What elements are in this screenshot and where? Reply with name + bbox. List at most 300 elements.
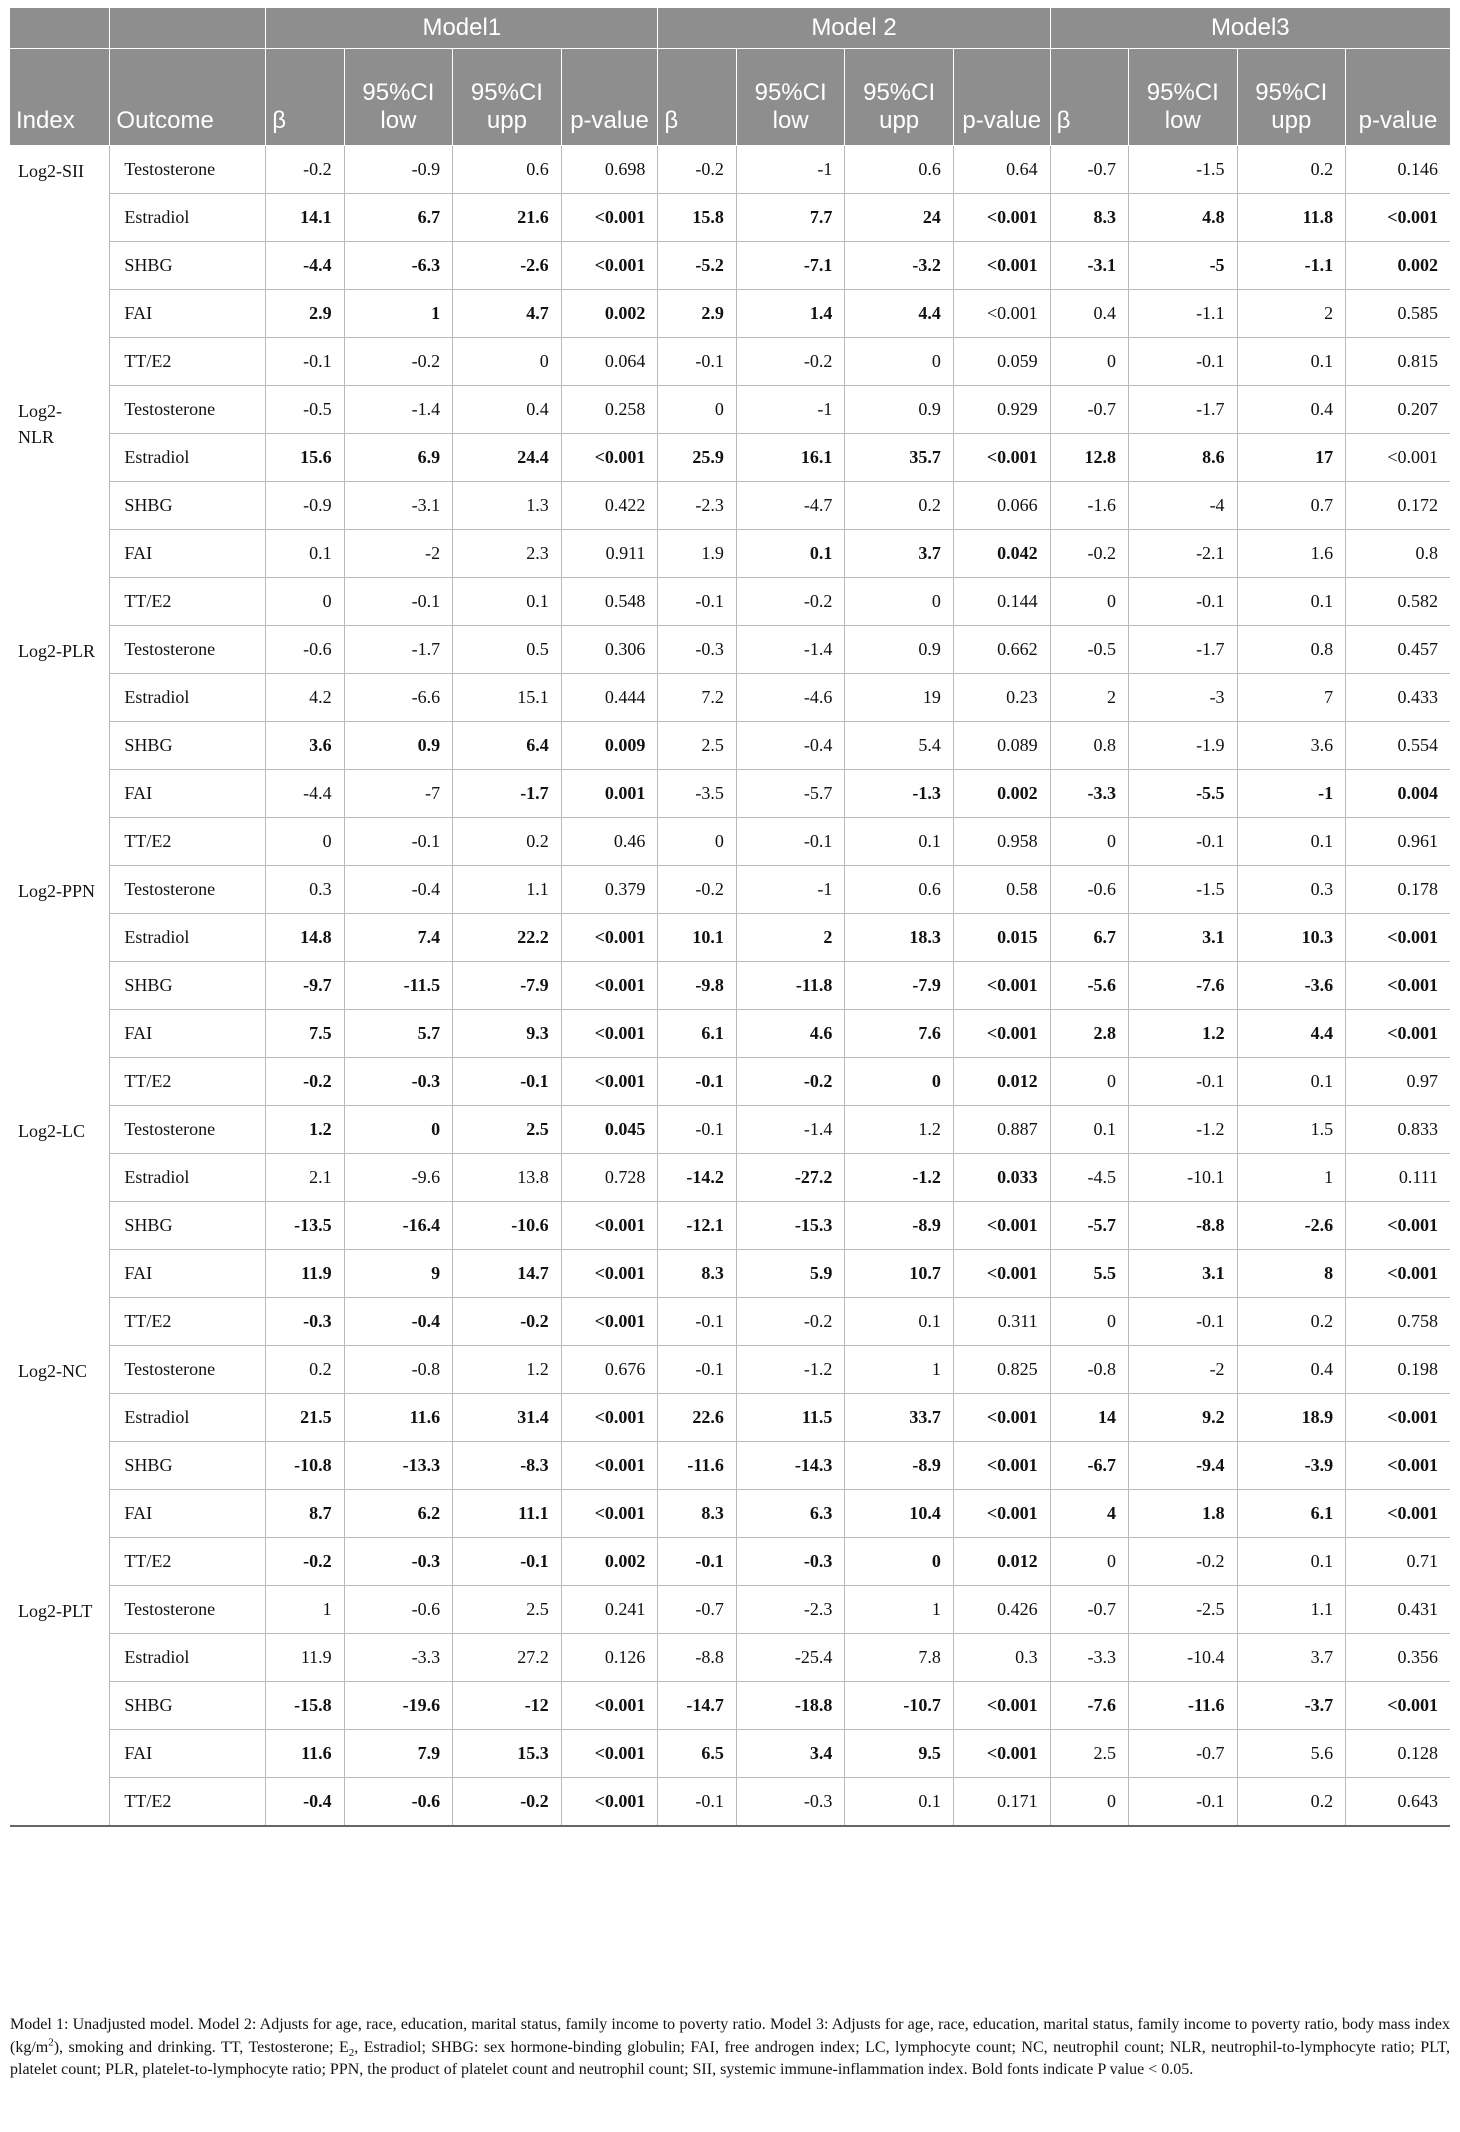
- m1-p-value-cell: <0.001: [561, 1730, 658, 1778]
- outcome-cell: FAI: [110, 1250, 266, 1298]
- m1-beta-cell: 2.1: [266, 1154, 344, 1202]
- header-m3-p-value: p-value: [1346, 49, 1450, 146]
- m3-beta-cell: -0.5: [1050, 626, 1128, 674]
- m1-p-value-cell: <0.001: [561, 1442, 658, 1490]
- m3-ci-low-cell: -1.7: [1129, 626, 1238, 674]
- outcome-cell: FAI: [110, 530, 266, 578]
- m3-ci-upp-cell: 0.2: [1237, 146, 1346, 194]
- m2-p-value-cell: <0.001: [953, 242, 1050, 290]
- header-m1-ci-upp: 95%CI upp: [453, 49, 562, 146]
- table-row: [10, 242, 1450, 290]
- m1-ci-low-cell: 11.6: [344, 1394, 453, 1442]
- table-row: [10, 1202, 1450, 1250]
- m2-ci-low-cell: 5.9: [736, 1250, 845, 1298]
- m1-beta-cell: 15.6: [266, 434, 344, 482]
- m2-ci-upp-cell: 0: [845, 1538, 954, 1586]
- index-cell: Log2-NLR: [10, 386, 110, 626]
- m1-p-value-cell: 0.46: [561, 818, 658, 866]
- m2-ci-upp-cell: 0.9: [845, 386, 954, 434]
- outcome-cell: Estradiol: [110, 434, 266, 482]
- m3-beta-cell: 14: [1050, 1394, 1128, 1442]
- m2-ci-upp-cell: 0.6: [845, 146, 954, 194]
- m2-ci-upp-cell: 7.6: [845, 1010, 954, 1058]
- m2-ci-upp-cell: 10.4: [845, 1490, 954, 1538]
- m1-ci-upp-cell: -12: [453, 1682, 562, 1730]
- m3-beta-cell: 0.4: [1050, 290, 1128, 338]
- table-row: [10, 722, 1450, 770]
- m1-ci-upp-cell: 4.7: [453, 290, 562, 338]
- index-cell: Log2-LC: [10, 1106, 110, 1346]
- m1-beta-cell: 8.7: [266, 1490, 344, 1538]
- m3-ci-upp-cell: -3.7: [1237, 1682, 1346, 1730]
- m3-p-value-cell: 0.457: [1346, 626, 1450, 674]
- footnote-subscript: 2: [348, 2046, 355, 2059]
- m2-ci-low-cell: -0.1: [736, 818, 845, 866]
- m3-ci-low-cell: 1.2: [1129, 1010, 1238, 1058]
- m3-p-value-cell: 0.433: [1346, 674, 1450, 722]
- table-row: [10, 1682, 1450, 1730]
- table-row: [10, 626, 1450, 674]
- m2-p-value-cell: <0.001: [953, 290, 1050, 338]
- m1-beta-cell: 11.9: [266, 1250, 344, 1298]
- m3-p-value-cell: 0.198: [1346, 1346, 1450, 1394]
- m3-ci-upp-cell: 0.8: [1237, 626, 1346, 674]
- m2-p-value-cell: 0.929: [953, 386, 1050, 434]
- m2-ci-low-cell: -0.2: [736, 1298, 845, 1346]
- m1-ci-upp-cell: 1.3: [453, 482, 562, 530]
- table-row: [10, 194, 1450, 242]
- header-m3-ci-upp: 95%CI upp: [1237, 49, 1346, 146]
- outcome-cell: SHBG: [110, 962, 266, 1010]
- m3-beta-cell: -4.5: [1050, 1154, 1128, 1202]
- m3-p-value-cell: 0.582: [1346, 578, 1450, 626]
- m3-ci-upp-cell: -3.9: [1237, 1442, 1346, 1490]
- m1-p-value-cell: 0.064: [561, 338, 658, 386]
- m3-p-value-cell: 0.833: [1346, 1106, 1450, 1154]
- m1-ci-upp-cell: 0.5: [453, 626, 562, 674]
- table-row: [10, 1298, 1450, 1346]
- m2-beta-cell: -0.1: [658, 1346, 736, 1394]
- m3-ci-upp-cell: 0.2: [1237, 1298, 1346, 1346]
- m1-beta-cell: -0.4: [266, 1778, 344, 1827]
- m3-p-value-cell: 0.961: [1346, 818, 1450, 866]
- m3-beta-cell: 6.7: [1050, 914, 1128, 962]
- m1-ci-low-cell: -1.4: [344, 386, 453, 434]
- m1-p-value-cell: 0.698: [561, 146, 658, 194]
- outcome-cell: TT/E2: [110, 1298, 266, 1346]
- m1-ci-low-cell: 5.7: [344, 1010, 453, 1058]
- m2-ci-low-cell: 2: [736, 914, 845, 962]
- m2-p-value-cell: <0.001: [953, 194, 1050, 242]
- m2-ci-low-cell: -27.2: [736, 1154, 845, 1202]
- m1-ci-upp-cell: 1.2: [453, 1346, 562, 1394]
- m1-ci-upp-cell: -1.7: [453, 770, 562, 818]
- m2-ci-upp-cell: 0.9: [845, 626, 954, 674]
- m3-beta-cell: 0: [1050, 1298, 1128, 1346]
- m3-ci-upp-cell: 4.4: [1237, 1010, 1346, 1058]
- m3-ci-low-cell: -10.4: [1129, 1634, 1238, 1682]
- m3-beta-cell: 2.5: [1050, 1730, 1128, 1778]
- m1-ci-low-cell: -0.1: [344, 578, 453, 626]
- m1-ci-upp-cell: 0.1: [453, 578, 562, 626]
- m1-beta-cell: 21.5: [266, 1394, 344, 1442]
- m1-ci-upp-cell: 2.5: [453, 1586, 562, 1634]
- table-row: [10, 1778, 1450, 1827]
- outcome-cell: FAI: [110, 1490, 266, 1538]
- footnote-text-2: ), smoking and drinking. TT, Testosterone; E: [53, 2038, 349, 2056]
- header-blank-index: [10, 8, 110, 49]
- m2-ci-low-cell: 0.1: [736, 530, 845, 578]
- m1-ci-upp-cell: 24.4: [453, 434, 562, 482]
- table-row: [10, 1346, 1450, 1394]
- m1-beta-cell: -0.2: [266, 1538, 344, 1586]
- outcome-cell: FAI: [110, 290, 266, 338]
- m1-ci-low-cell: 1: [344, 290, 453, 338]
- m3-ci-low-cell: -9.4: [1129, 1442, 1238, 1490]
- m3-p-value-cell: <0.001: [1346, 1250, 1450, 1298]
- m1-ci-upp-cell: 14.7: [453, 1250, 562, 1298]
- m2-beta-cell: -0.1: [658, 1106, 736, 1154]
- outcome-cell: FAI: [110, 770, 266, 818]
- m3-ci-low-cell: -4: [1129, 482, 1238, 530]
- m3-ci-upp-cell: 0.1: [1237, 1058, 1346, 1106]
- m1-ci-upp-cell: 6.4: [453, 722, 562, 770]
- m1-ci-upp-cell: -0.2: [453, 1298, 562, 1346]
- m3-p-value-cell: 0.431: [1346, 1586, 1450, 1634]
- m1-beta-cell: -0.2: [266, 146, 344, 194]
- m1-p-value-cell: 0.001: [561, 770, 658, 818]
- header-model2: Model 2: [658, 8, 1050, 49]
- m1-p-value-cell: <0.001: [561, 1202, 658, 1250]
- m1-p-value-cell: 0.548: [561, 578, 658, 626]
- m2-beta-cell: -8.8: [658, 1634, 736, 1682]
- table-row: [10, 1010, 1450, 1058]
- m2-ci-low-cell: 1.4: [736, 290, 845, 338]
- m2-p-value-cell: 0.426: [953, 1586, 1050, 1634]
- m2-beta-cell: 7.2: [658, 674, 736, 722]
- m3-p-value-cell: 0.71: [1346, 1538, 1450, 1586]
- m2-beta-cell: -0.2: [658, 146, 736, 194]
- m2-ci-upp-cell: -8.9: [845, 1202, 954, 1250]
- m1-ci-upp-cell: 21.6: [453, 194, 562, 242]
- header-model1: Model1: [266, 8, 658, 49]
- outcome-cell: Testosterone: [110, 626, 266, 674]
- m1-beta-cell: 7.5: [266, 1010, 344, 1058]
- m2-beta-cell: 2.9: [658, 290, 736, 338]
- m2-ci-low-cell: -18.8: [736, 1682, 845, 1730]
- m1-beta-cell: -13.5: [266, 1202, 344, 1250]
- m1-beta-cell: 0.3: [266, 866, 344, 914]
- table-row: [10, 1538, 1450, 1586]
- m2-beta-cell: -0.7: [658, 1586, 736, 1634]
- m2-p-value-cell: <0.001: [953, 1250, 1050, 1298]
- table-row: [10, 962, 1450, 1010]
- m2-ci-upp-cell: 5.4: [845, 722, 954, 770]
- m3-p-value-cell: <0.001: [1346, 1010, 1450, 1058]
- m3-p-value-cell: 0.815: [1346, 338, 1450, 386]
- m3-p-value-cell: 0.111: [1346, 1154, 1450, 1202]
- m2-beta-cell: -12.1: [658, 1202, 736, 1250]
- m2-ci-upp-cell: 0.1: [845, 1298, 954, 1346]
- m2-ci-low-cell: 16.1: [736, 434, 845, 482]
- m2-p-value-cell: <0.001: [953, 962, 1050, 1010]
- m3-beta-cell: 12.8: [1050, 434, 1128, 482]
- m2-p-value-cell: <0.001: [953, 1442, 1050, 1490]
- table-footnote: [10, 2014, 1450, 2082]
- m1-beta-cell: 0.1: [266, 530, 344, 578]
- header-outcome: Outcome: [110, 49, 266, 146]
- m3-beta-cell: 0.1: [1050, 1106, 1128, 1154]
- m2-ci-low-cell: -4.7: [736, 482, 845, 530]
- m3-ci-upp-cell: 18.9: [1237, 1394, 1346, 1442]
- m1-ci-low-cell: 7.9: [344, 1730, 453, 1778]
- m2-ci-upp-cell: 4.4: [845, 290, 954, 338]
- m1-p-value-cell: 0.009: [561, 722, 658, 770]
- m2-beta-cell: -0.1: [658, 1298, 736, 1346]
- m1-ci-upp-cell: 11.1: [453, 1490, 562, 1538]
- m2-ci-upp-cell: 9.5: [845, 1730, 954, 1778]
- m1-beta-cell: 3.6: [266, 722, 344, 770]
- m2-ci-low-cell: -0.3: [736, 1538, 845, 1586]
- m2-p-value-cell: 0.002: [953, 770, 1050, 818]
- m1-ci-upp-cell: 27.2: [453, 1634, 562, 1682]
- m3-beta-cell: -3.1: [1050, 242, 1128, 290]
- m3-beta-cell: -5.6: [1050, 962, 1128, 1010]
- outcome-cell: Testosterone: [110, 866, 266, 914]
- m3-beta-cell: -0.7: [1050, 386, 1128, 434]
- m3-beta-cell: -0.7: [1050, 1586, 1128, 1634]
- regression-results-table: [10, 8, 1450, 1827]
- m1-ci-low-cell: -0.3: [344, 1058, 453, 1106]
- m3-beta-cell: 2.8: [1050, 1010, 1128, 1058]
- m1-beta-cell: 1.2: [266, 1106, 344, 1154]
- m3-ci-low-cell: 9.2: [1129, 1394, 1238, 1442]
- header-m2-ci-low: 95%CI low: [736, 49, 845, 146]
- m2-beta-cell: 25.9: [658, 434, 736, 482]
- m2-p-value-cell: <0.001: [953, 434, 1050, 482]
- m1-beta-cell: -0.3: [266, 1298, 344, 1346]
- m1-ci-low-cell: -0.6: [344, 1778, 453, 1827]
- m2-beta-cell: -0.1: [658, 1058, 736, 1106]
- footnote-text-3: , Estradiol; SHBG: sex hormone-binding globulin; FAI, free androgen index; LC, lymphocyte count; NC, neutrophil count; NLR, neutrophil-to-lymphocyte ratio; PLT, platelet count; PLR, platelet-to-lymphocyte ratio; PPN, the product of platelet count and neutrophil count; SII, systemic immune-inflammation index. Bold fonts indicate P value < 0.05.: [10, 2038, 1450, 2078]
- m2-p-value-cell: 0.3: [953, 1634, 1050, 1682]
- m3-ci-upp-cell: 1: [1237, 1154, 1346, 1202]
- table-row: [10, 1154, 1450, 1202]
- m1-ci-upp-cell: -0.2: [453, 1778, 562, 1827]
- m3-ci-upp-cell: 0.7: [1237, 482, 1346, 530]
- m1-ci-upp-cell: -10.6: [453, 1202, 562, 1250]
- m1-p-value-cell: 0.002: [561, 290, 658, 338]
- m3-ci-low-cell: -1.7: [1129, 386, 1238, 434]
- m3-ci-low-cell: -8.8: [1129, 1202, 1238, 1250]
- m1-ci-upp-cell: 0.4: [453, 386, 562, 434]
- m3-ci-low-cell: -1.1: [1129, 290, 1238, 338]
- index-cell: Log2-PLT: [10, 1586, 110, 1827]
- header-m1-p-value: p-value: [561, 49, 658, 146]
- table-row: [10, 530, 1450, 578]
- m1-ci-low-cell: -0.3: [344, 1538, 453, 1586]
- outcome-cell: Testosterone: [110, 1346, 266, 1394]
- m2-ci-upp-cell: -8.9: [845, 1442, 954, 1490]
- m1-p-value-cell: <0.001: [561, 242, 658, 290]
- header-blank-outcome: [110, 8, 266, 49]
- m1-beta-cell: 11.6: [266, 1730, 344, 1778]
- m3-ci-low-cell: -0.2: [1129, 1538, 1238, 1586]
- m3-beta-cell: -7.6: [1050, 1682, 1128, 1730]
- m3-beta-cell: 2: [1050, 674, 1128, 722]
- m3-p-value-cell: 0.8: [1346, 530, 1450, 578]
- m3-ci-upp-cell: 0.3: [1237, 866, 1346, 914]
- m2-p-value-cell: 0.887: [953, 1106, 1050, 1154]
- m1-ci-low-cell: 6.2: [344, 1490, 453, 1538]
- m1-ci-low-cell: -3.1: [344, 482, 453, 530]
- m3-beta-cell: -6.7: [1050, 1442, 1128, 1490]
- m2-p-value-cell: 0.089: [953, 722, 1050, 770]
- m3-p-value-cell: 0.128: [1346, 1730, 1450, 1778]
- m2-ci-upp-cell: 0.1: [845, 818, 954, 866]
- m2-ci-upp-cell: -1.3: [845, 770, 954, 818]
- m2-ci-upp-cell: 33.7: [845, 1394, 954, 1442]
- m3-ci-upp-cell: 0.1: [1237, 578, 1346, 626]
- m2-beta-cell: 8.3: [658, 1250, 736, 1298]
- table-row: [10, 1250, 1450, 1298]
- m2-p-value-cell: 0.64: [953, 146, 1050, 194]
- m2-p-value-cell: <0.001: [953, 1730, 1050, 1778]
- m3-ci-low-cell: 3.1: [1129, 1250, 1238, 1298]
- m3-p-value-cell: 0.585: [1346, 290, 1450, 338]
- table-row: [10, 674, 1450, 722]
- m2-ci-upp-cell: 35.7: [845, 434, 954, 482]
- m1-ci-upp-cell: -8.3: [453, 1442, 562, 1490]
- m1-ci-low-cell: -1.7: [344, 626, 453, 674]
- m3-p-value-cell: <0.001: [1346, 1394, 1450, 1442]
- m2-beta-cell: 6.1: [658, 1010, 736, 1058]
- table-row: [10, 1442, 1450, 1490]
- m1-ci-upp-cell: 1.1: [453, 866, 562, 914]
- m2-p-value-cell: <0.001: [953, 1394, 1050, 1442]
- m2-ci-upp-cell: 0.6: [845, 866, 954, 914]
- outcome-cell: Estradiol: [110, 1634, 266, 1682]
- m1-ci-upp-cell: -0.1: [453, 1538, 562, 1586]
- m1-ci-low-cell: 6.7: [344, 194, 453, 242]
- m1-ci-low-cell: -0.6: [344, 1586, 453, 1634]
- m3-ci-low-cell: -5: [1129, 242, 1238, 290]
- m2-ci-low-cell: -0.2: [736, 578, 845, 626]
- table-row: [10, 386, 1450, 434]
- m3-beta-cell: 5.5: [1050, 1250, 1128, 1298]
- m1-ci-low-cell: -6.3: [344, 242, 453, 290]
- m2-p-value-cell: 0.311: [953, 1298, 1050, 1346]
- m1-beta-cell: -0.1: [266, 338, 344, 386]
- m2-ci-upp-cell: 18.3: [845, 914, 954, 962]
- footnote-text-1: Model 1: Unadjusted model. Model 2: Adjusts for age, race, education, marital status, family income to poverty ratio. Model 3: Adjusts for age, race, education, marital status, family income to poverty ratio, body mass index (kg/m: [10, 2016, 1450, 2056]
- m2-beta-cell: -0.1: [658, 1538, 736, 1586]
- m1-ci-upp-cell: 2.5: [453, 1106, 562, 1154]
- m3-ci-upp-cell: 3.6: [1237, 722, 1346, 770]
- header-model3: Model3: [1050, 8, 1450, 49]
- header-row-columns: [10, 49, 1450, 146]
- m3-ci-upp-cell: 0.4: [1237, 1346, 1346, 1394]
- m1-ci-low-cell: -0.4: [344, 866, 453, 914]
- table-body: [10, 146, 1450, 1827]
- m1-p-value-cell: <0.001: [561, 1010, 658, 1058]
- m1-ci-upp-cell: -2.6: [453, 242, 562, 290]
- m1-ci-low-cell: 6.9: [344, 434, 453, 482]
- m1-ci-upp-cell: 13.8: [453, 1154, 562, 1202]
- m3-ci-low-cell: 1.8: [1129, 1490, 1238, 1538]
- m1-beta-cell: -9.7: [266, 962, 344, 1010]
- m2-p-value-cell: 0.059: [953, 338, 1050, 386]
- m2-p-value-cell: 0.171: [953, 1778, 1050, 1827]
- m3-beta-cell: 0: [1050, 818, 1128, 866]
- m1-p-value-cell: 0.422: [561, 482, 658, 530]
- m1-beta-cell: -4.4: [266, 770, 344, 818]
- m2-ci-low-cell: -0.2: [736, 1058, 845, 1106]
- m3-p-value-cell: 0.172: [1346, 482, 1450, 530]
- m1-ci-upp-cell: 0.6: [453, 146, 562, 194]
- m3-ci-upp-cell: 8: [1237, 1250, 1346, 1298]
- m1-ci-low-cell: 0: [344, 1106, 453, 1154]
- m1-ci-low-cell: -3.3: [344, 1634, 453, 1682]
- m1-beta-cell: -0.2: [266, 1058, 344, 1106]
- m3-ci-upp-cell: 17: [1237, 434, 1346, 482]
- outcome-cell: Testosterone: [110, 1106, 266, 1154]
- m3-p-value-cell: 0.207: [1346, 386, 1450, 434]
- m1-p-value-cell: <0.001: [561, 1682, 658, 1730]
- m1-beta-cell: -10.8: [266, 1442, 344, 1490]
- m2-ci-low-cell: -0.2: [736, 338, 845, 386]
- m3-ci-low-cell: -2.1: [1129, 530, 1238, 578]
- m3-ci-upp-cell: 2: [1237, 290, 1346, 338]
- outcome-cell: FAI: [110, 1010, 266, 1058]
- m3-ci-low-cell: -2.5: [1129, 1586, 1238, 1634]
- m2-beta-cell: 1.9: [658, 530, 736, 578]
- m3-beta-cell: -0.7: [1050, 146, 1128, 194]
- header-m3-ci-low: 95%CI low: [1129, 49, 1238, 146]
- m3-ci-low-cell: -11.6: [1129, 1682, 1238, 1730]
- table-row: [10, 290, 1450, 338]
- m2-ci-low-cell: -0.3: [736, 1778, 845, 1827]
- m3-beta-cell: 0.8: [1050, 722, 1128, 770]
- m2-ci-upp-cell: 0.1: [845, 1778, 954, 1827]
- outcome-cell: SHBG: [110, 242, 266, 290]
- m2-ci-low-cell: -1: [736, 146, 845, 194]
- m3-beta-cell: -0.6: [1050, 866, 1128, 914]
- m2-beta-cell: -2.3: [658, 482, 736, 530]
- header-m1-beta: β: [266, 49, 344, 146]
- m3-ci-low-cell: -0.1: [1129, 1778, 1238, 1827]
- header-m1-ci-low: 95%CI low: [344, 49, 453, 146]
- m3-ci-low-cell: -0.1: [1129, 338, 1238, 386]
- m2-ci-upp-cell: 1.2: [845, 1106, 954, 1154]
- m1-p-value-cell: 0.126: [561, 1634, 658, 1682]
- m1-beta-cell: 14.1: [266, 194, 344, 242]
- m3-ci-low-cell: 3.1: [1129, 914, 1238, 962]
- m1-p-value-cell: <0.001: [561, 434, 658, 482]
- m3-p-value-cell: <0.001: [1346, 914, 1450, 962]
- table-row: [10, 1634, 1450, 1682]
- m2-beta-cell: 0: [658, 386, 736, 434]
- m2-ci-upp-cell: 24: [845, 194, 954, 242]
- m1-beta-cell: -0.9: [266, 482, 344, 530]
- m1-ci-upp-cell: 15.3: [453, 1730, 562, 1778]
- m1-ci-low-cell: -2: [344, 530, 453, 578]
- header-row-models: [10, 8, 1450, 49]
- m3-beta-cell: -3.3: [1050, 770, 1128, 818]
- m3-beta-cell: -0.2: [1050, 530, 1128, 578]
- m3-ci-upp-cell: 1.6: [1237, 530, 1346, 578]
- table-row: [10, 1394, 1450, 1442]
